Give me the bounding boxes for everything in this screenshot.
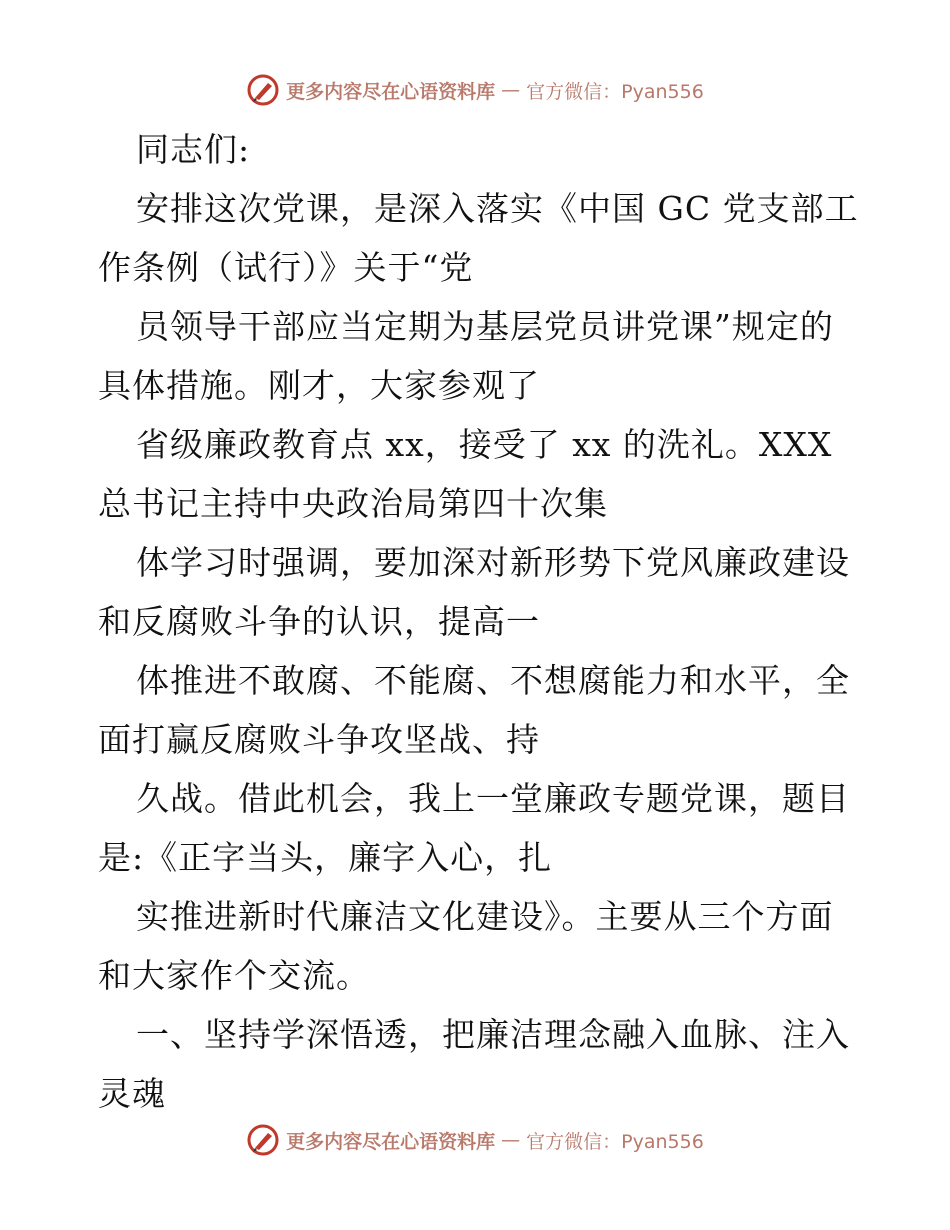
- text-line: 是:《正字当头，廉字入心，扎: [98, 838, 553, 877]
- text-line: 省级廉政教育点 xx，接受了 xx 的洗礼。XXX: [136, 425, 833, 464]
- text-line: 同志们:: [136, 130, 251, 169]
- text-line: 和大家作个交流。: [98, 956, 370, 995]
- header-watermark: [0, 70, 950, 110]
- watermark-main-text: 更多内容尽在心语资料库: [286, 1130, 496, 1153]
- text-line: 实推进新时代廉洁文化建设》。主要从三个方面: [136, 897, 834, 936]
- watermark-separator: —: [501, 1129, 521, 1151]
- watermark-contact-text: 官方微信：Pyan556: [526, 1130, 704, 1153]
- text-line: 员领导干部应当定期为基层党员讲党课”规定的: [136, 307, 834, 346]
- watermark-separator: —: [501, 79, 521, 101]
- text-line: 具体措施。刚才，大家参观了: [98, 366, 540, 405]
- text-line: 安排这次党课，是深入落实《中国 GC 党支部工: [136, 189, 859, 228]
- text-line: 和反腐败斗争的认识，提高一: [98, 602, 540, 641]
- text-line: 总书记主持中央政治局第四十次集: [98, 484, 608, 523]
- text-line: 面打赢反腐败斗争攻坚战、持: [98, 720, 540, 759]
- pen-logo-icon: [246, 1123, 280, 1157]
- pen-logo-icon: [246, 73, 280, 107]
- text-line: 灵魂: [98, 1074, 166, 1113]
- text-line: 体学习时强调，要加深对新形势下党风廉政建设: [136, 543, 850, 582]
- footer-watermark: [0, 1120, 950, 1160]
- text-line: 作条例（试行）》关于“党: [98, 248, 474, 287]
- text-line: 体推进不敢腐、不能腐、不想腐能力和水平，全: [136, 661, 850, 700]
- watermark-main-text: 更多内容尽在心语资料库: [286, 80, 496, 103]
- text-line: 一、坚持学深悟透，把廉洁理念融入血脉、注入: [136, 1015, 850, 1054]
- document-body: [98, 120, 858, 1123]
- text-line: 久战。借此机会，我上一堂廉政专题党课，题目: [136, 779, 850, 818]
- watermark-contact-text: 官方微信：Pyan556: [526, 80, 704, 103]
